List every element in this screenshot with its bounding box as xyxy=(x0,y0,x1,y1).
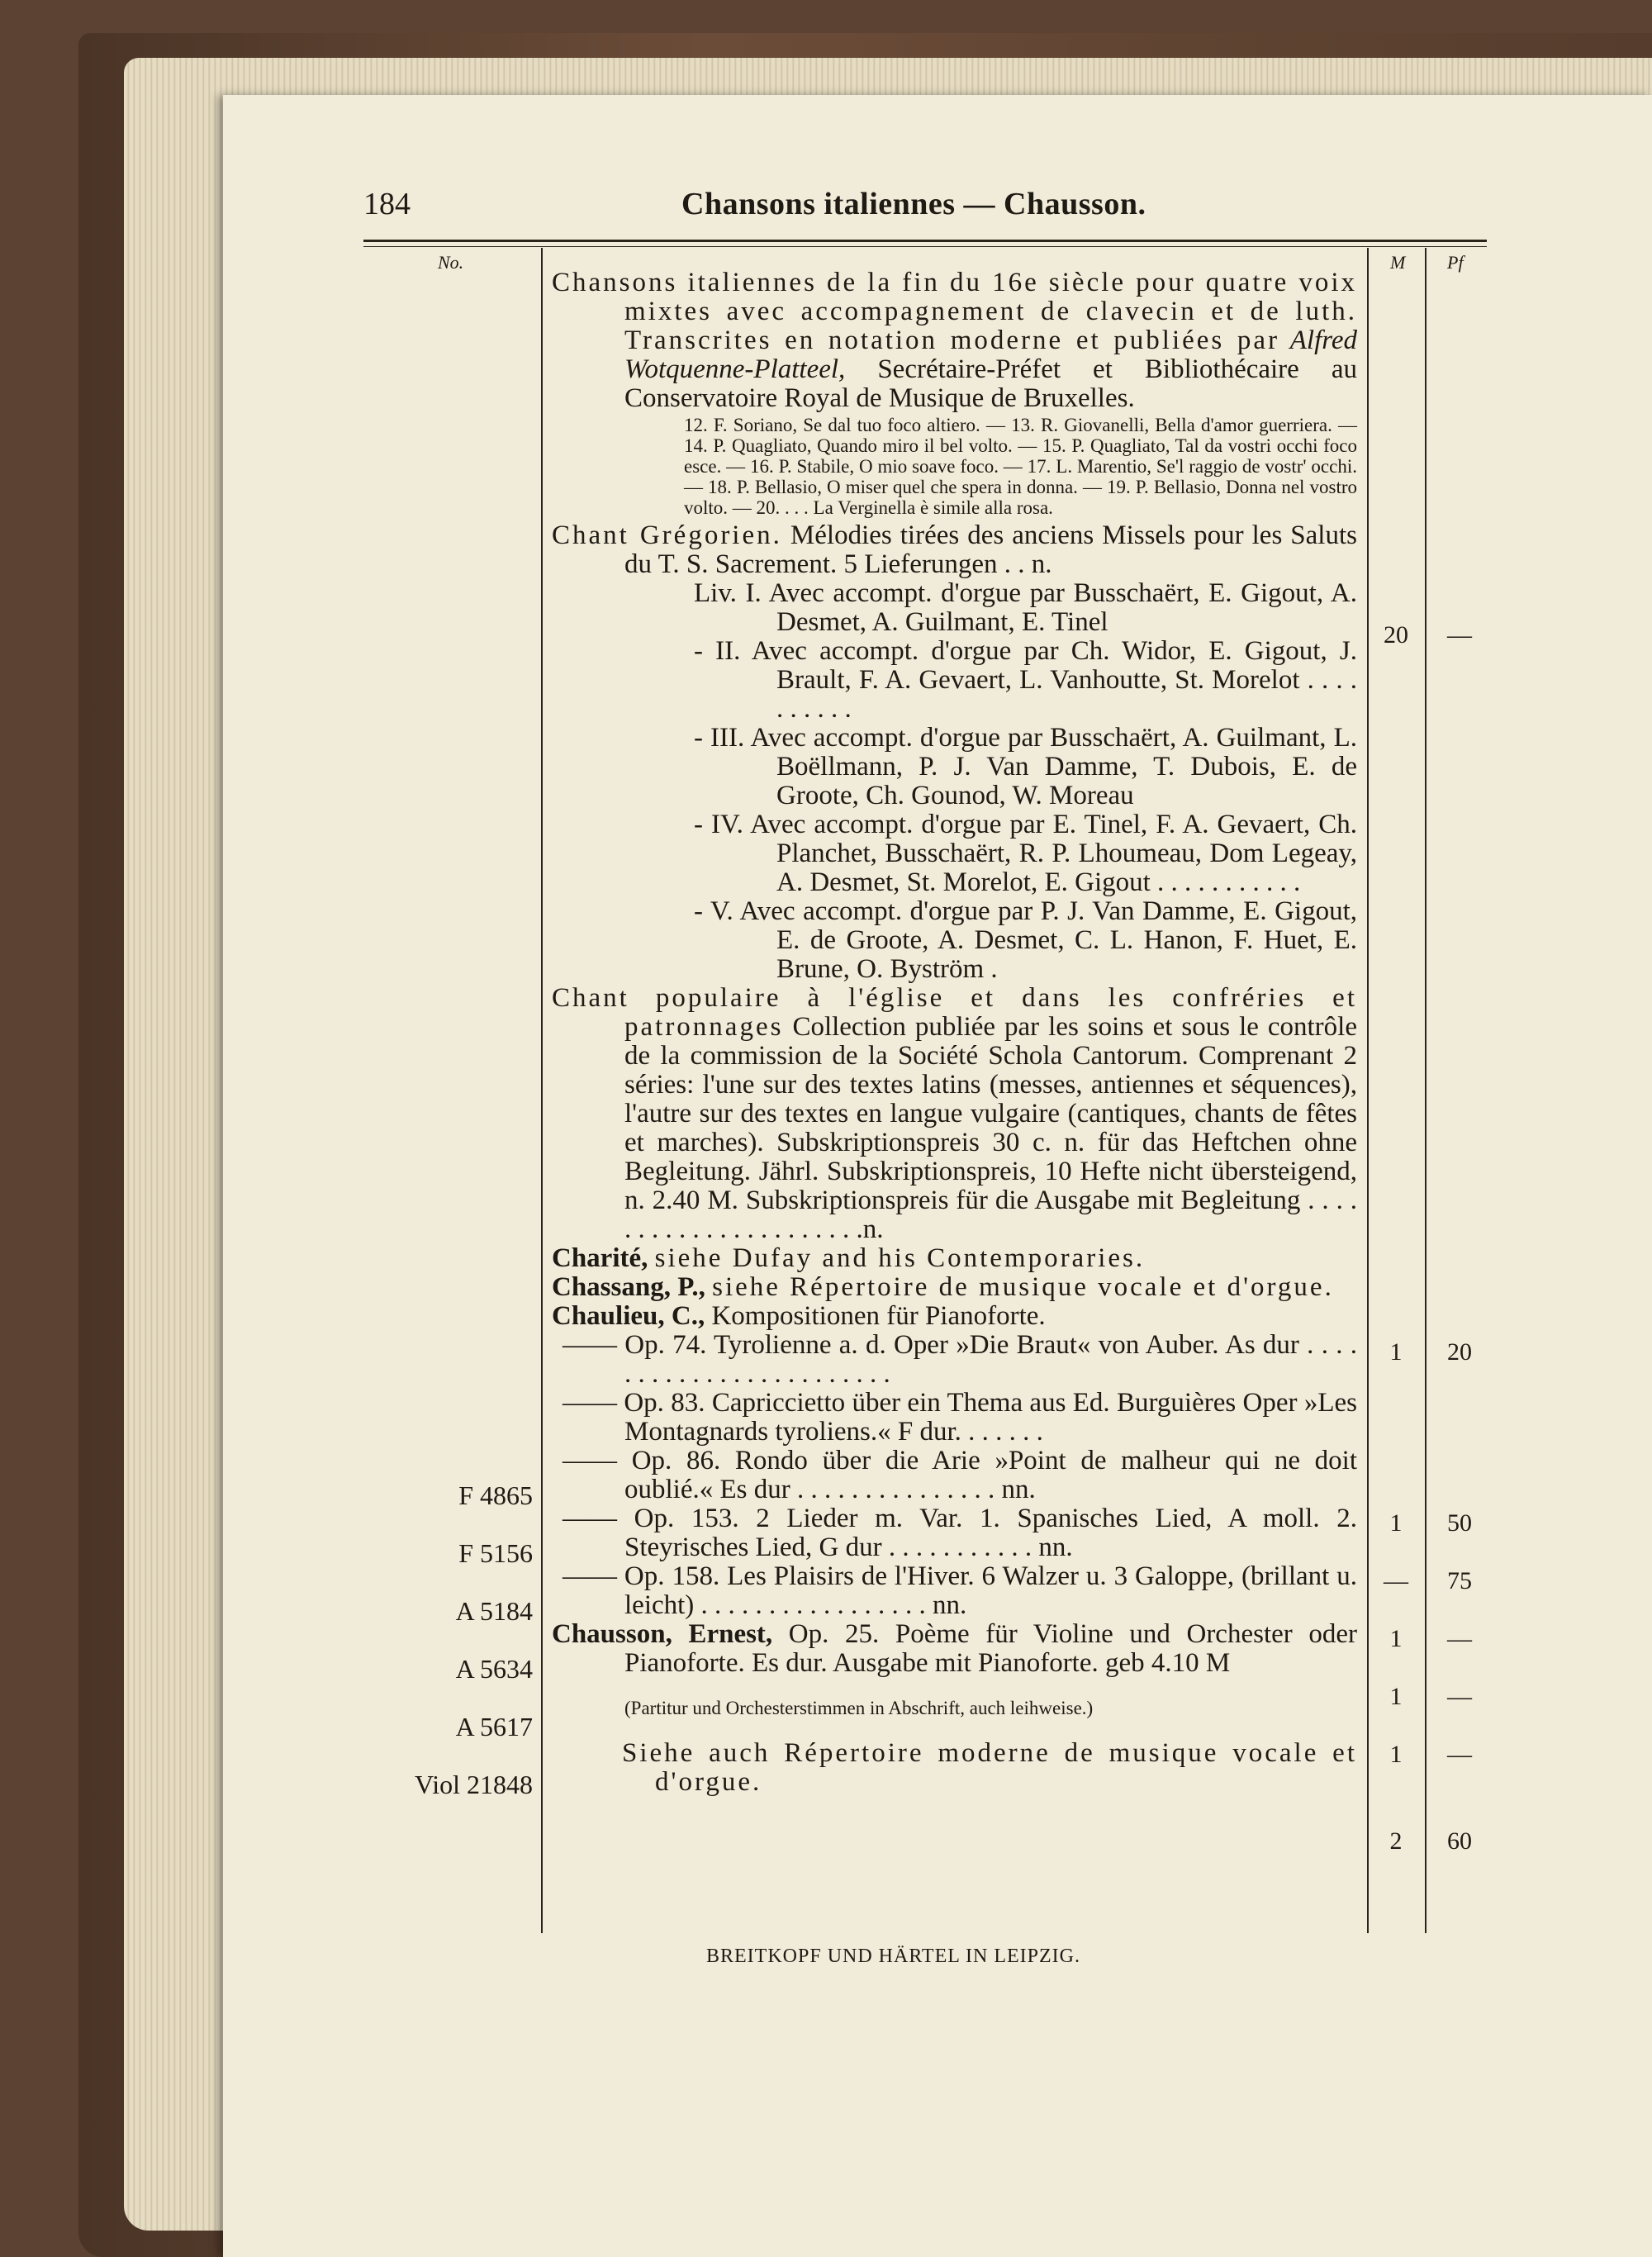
entry-livraison-1: Liv. I. Avec accompt. d'orgue par Busschaërt, E. Gigout, A. Desmet, A. Guilmant, E. Tinel xyxy=(694,578,1357,637)
price-mark-gregorien: 20 xyxy=(1384,621,1408,649)
price-mark-op74: 1 xyxy=(1389,1509,1403,1537)
price-mark-populaire: 1 xyxy=(1389,1338,1403,1366)
entry-chausson-see: Siehe auch Répertoire moderne de musique vocale et d'orgue. xyxy=(622,1738,1357,1797)
catalog-no-chausson: Viol 21848 xyxy=(415,1770,533,1799)
price-pf-op83: 75 xyxy=(1447,1567,1472,1594)
price-mark-op158: 1 xyxy=(1389,1741,1403,1768)
entry-op158: —— Op. 158. Les Plaisirs de l'Hiver. 6 Walzer u. 3 Galoppe, (brillant u. leicht) . . . . . . . . . . . . . . . . . nn. xyxy=(563,1561,1357,1620)
entry-livraison-4: - IV. Avec accompt. d'orgue par E. Tinel, F. A. Gevaert, Ch. Planchet, Busschaërt, R. P. Lhoumeau, Dom Legeay, A. Desmet, St. Morelot, E. Gigout . . . . . . . . . . . xyxy=(694,810,1358,897)
price-pf-op86: — xyxy=(1447,1625,1472,1652)
price-pf-populaire: 20 xyxy=(1447,1338,1472,1366)
entry-op83: —— Op. 83. Capriccietto über ein Thema aus Ed. Burguières Oper »Les Montagnards tyroliens.« F dur. . . . . . . xyxy=(563,1388,1357,1447)
price-pf-chausson: 60 xyxy=(1447,1827,1472,1855)
entry-chant-populaire: Chant populaire à l'église et dans les confréries et patronnages Collection publiée par les soins et sous le contrôle de la commission de la Société Schola Cantorum. Comprenant 2 séries: l'une sur des textes latins (messes, antiennes et séquences), l'autre sur des textes en langue vulgaire (cantiques, chants de fêtes et marches). Subskriptionspreis 30 c. n. für das Heftchen ohne Begleitung. Jährl. Subskriptionspreis, 10 Hefte nicht übersteigend, n. 2.40 M. Subskriptionspreis für die Ausgabe mit Begleitung . . . . . . . . . . . . . . . . . . . . . .n. xyxy=(552,983,1357,1244)
column-head-pf: Pf xyxy=(1447,252,1464,273)
entry-livraison-3: - III. Avec accompt. d'orgue par Busschaërt, A. Guilmant, L. Boëllmann, P. J. Van Damme, T. Dubois, E. de Groote, Ch. Gounod, W. Moreau xyxy=(694,723,1357,810)
price-pf-op153: — xyxy=(1447,1683,1472,1710)
catalog-body xyxy=(552,268,1357,1797)
catalog-no-op86: A 5184 xyxy=(455,1596,533,1626)
publisher-footer: BREITKOPF UND HÄRTEL IN LEIPZIG. xyxy=(706,1946,1080,1967)
price-mark-op153: 1 xyxy=(1389,1683,1403,1710)
entry-livraison-2: - II. Avec accompt. d'orgue par Ch. Widor, E. Gigout, J. Brault, F. A. Gevaert, L. Vanhoutte, St. Morelot . . . . . . . . . . xyxy=(694,636,1357,724)
entry-chaulieu: Chaulieu, C., Kompositionen für Pianoforte. xyxy=(552,1301,1046,1331)
entry-charite: Charité, siehe Dufay and his Contemporaries. xyxy=(552,1243,1146,1273)
price-pf-op74: 50 xyxy=(1447,1509,1472,1537)
entry-op86: —— Op. 86. Rondo über die Arie »Point de malheur qui ne doit oublié.« Es dur . . . . . . . . . . . . . . . nn. xyxy=(563,1446,1357,1504)
entry-chant-gregorien: Chant Grégorien. Mélodies tirées des anciens Missels pour les Saluts du T. S. Sacrement. 5 Lieferungen . . n. xyxy=(552,520,1357,579)
running-title: Chansons italiennes — Chausson. xyxy=(681,187,1146,221)
entry-chansons: Chansons italiennes de la fin du 16e siècle pour quatre voix mixtes avec accompagnement de clavecin et de luth. Transcrites en notation moderne et publiées par Alfred Wotquenne-Platteel, Secrétaire-Préfet et Bibliothécaire au Conservatoire Royal de Musique de Bruxelles. xyxy=(552,268,1358,413)
entry-chansons-contents: 12. F. Soriano, Se dal tuo foco altiero. — 13. R. Giovanelli, Bella d'amor guerriera. — 14. P. Quagliato, Quando miro il bel volto. — 15. P. Quagliato, Tal da vostri occhi foco esce. — 16. P. Stabile, O mio soave foco. — 17. L. Marentio, Se'l raggio de vostr' occhi. — 18. P. Bellasio, O miser quel che spera in donna. — 19. P. Bellasio, Donna nel vostro volto. — 20. . . . La Verginella è simile alla rosa. xyxy=(684,415,1357,518)
column-divider-mark xyxy=(1367,248,1369,1933)
entry-chausson: Chausson, Ernest, Op. 25. Poème für Violine und Orchester oder Pianoforte. Es dur. Ausgabe mit Pianoforte. geb 4.10 M xyxy=(552,1619,1357,1678)
column-head-no: No. xyxy=(438,252,464,273)
entry-op153: —— Op. 153. 2 Lieder m. Var. 1. Spanisches Lied, A moll. 2. Steyrisches Lied, G dur . . . . . . . . . . . nn. xyxy=(563,1504,1357,1562)
column-divider-left xyxy=(541,248,543,1933)
page-header xyxy=(363,182,1437,231)
catalog-no-op74: F 4865 xyxy=(458,1480,533,1510)
entry-chassang: Chassang, P., siehe Répertoire de musique vocale et d'orgue. xyxy=(552,1272,1334,1302)
price-mark-op86: 1 xyxy=(1389,1625,1403,1652)
catalog-no-op158: A 5617 xyxy=(455,1712,533,1741)
column-head-mark: M xyxy=(1390,252,1406,273)
entry-op74: —— Op. 74. Tyrolienne a. d. Oper »Die Braut« von Auber. As dur . . . . . . . . . . . . . . . . . . . . . . . . xyxy=(563,1330,1357,1389)
header-rule-thick xyxy=(363,240,1487,242)
header-rule-thin xyxy=(363,246,1487,247)
entry-chausson-note: (Partitur und Orchesterstimmen in Abschrift, auch leihweise.) xyxy=(624,1698,1094,1718)
catalog-no-op83: F 5156 xyxy=(458,1538,533,1568)
catalog-no-op153: A 5634 xyxy=(455,1654,533,1684)
price-mark-op83: — xyxy=(1384,1567,1408,1594)
entry-livraison-5: - V. Avec accompt. d'orgue par P. J. Van Damme, E. Gigout, E. de Groote, A. Desmet, C. L. Hanon, F. Huet, E. Brune, O. Byström . xyxy=(694,896,1357,984)
price-mark-chausson: 2 xyxy=(1389,1827,1403,1855)
price-pf-gregorien: — xyxy=(1447,621,1472,649)
price-pf-op158: — xyxy=(1447,1741,1472,1768)
page-number: 184 xyxy=(363,187,411,221)
column-divider-pf xyxy=(1425,248,1427,1933)
